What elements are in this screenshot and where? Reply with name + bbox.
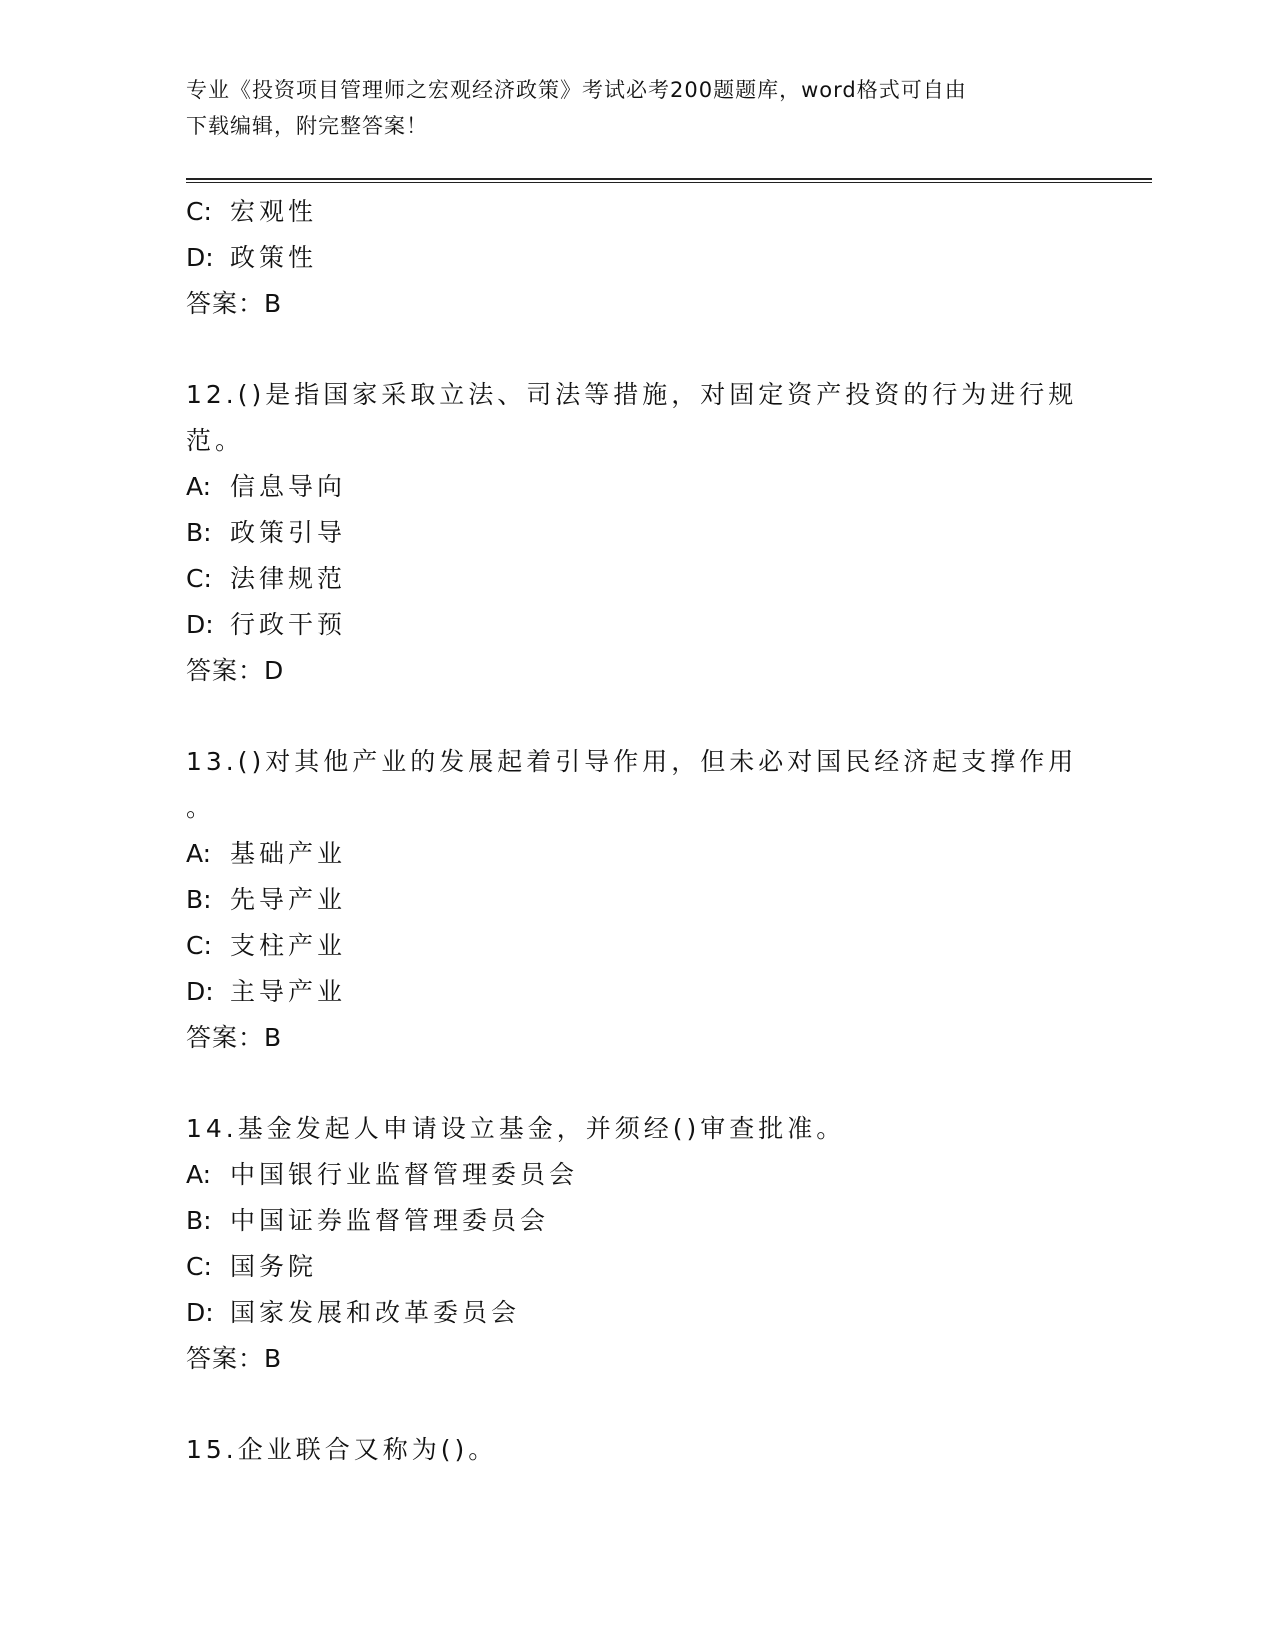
page-header (186, 72, 1086, 144)
option-b: B: 先导产业 (186, 885, 347, 914)
header-line-1: 专业《投资项目管理师之宏观经济政策》考试必考200题题库，word格式可自由 (186, 78, 967, 102)
question-stem-continued: 范。 (186, 426, 245, 455)
option-c: C: 国务院 (186, 1252, 318, 1281)
question-12 (186, 372, 1086, 694)
option-c: C: 法律规范 (186, 564, 347, 593)
answer: 答案：D (186, 656, 285, 685)
question-15 (186, 1427, 1086, 1473)
option-d: D: 行政干预 (186, 610, 347, 639)
option-d: D: 主导产业 (186, 977, 347, 1006)
option-a: A: 基础产业 (186, 839, 347, 868)
question-14 (186, 1106, 1086, 1382)
header-line-2: 下载编辑，附完整答案！ (186, 114, 428, 138)
question-11-continued (186, 189, 1086, 327)
header-divider-top (186, 178, 1152, 180)
option-d: D: 国家发展和改革委员会 (186, 1298, 521, 1327)
option-c: C: 宏观性 (186, 197, 318, 226)
header-divider-bottom (186, 182, 1152, 183)
question-list (186, 189, 1086, 1473)
option-c: C: 支柱产业 (186, 931, 347, 960)
question-13 (186, 739, 1086, 1061)
option-b: B: 政策引导 (186, 518, 347, 547)
question-stem: 15.企业联合又称为()。 (186, 1435, 498, 1464)
answer: 答案：B (186, 289, 283, 318)
answer: 答案：B (186, 1023, 283, 1052)
answer: 答案：B (186, 1344, 283, 1373)
question-stem: 13.()对其他产业的发展起着引导作用，但未必对国民经济起支撑作用 (186, 747, 1078, 776)
question-stem: 14.基金发起人申请设立基金，并须经()审查批准。 (186, 1114, 846, 1143)
option-d: D: 政策性 (186, 243, 318, 272)
option-a: A: 中国银行业监督管理委员会 (186, 1160, 579, 1189)
option-a: A: 信息导向 (186, 472, 347, 501)
option-b: B: 中国证券监督管理委员会 (186, 1206, 550, 1235)
question-stem-continued: 。 (186, 793, 216, 822)
question-stem: 12.()是指国家采取立法、司法等措施，对固定资产投资的行为进行规 (186, 380, 1078, 409)
